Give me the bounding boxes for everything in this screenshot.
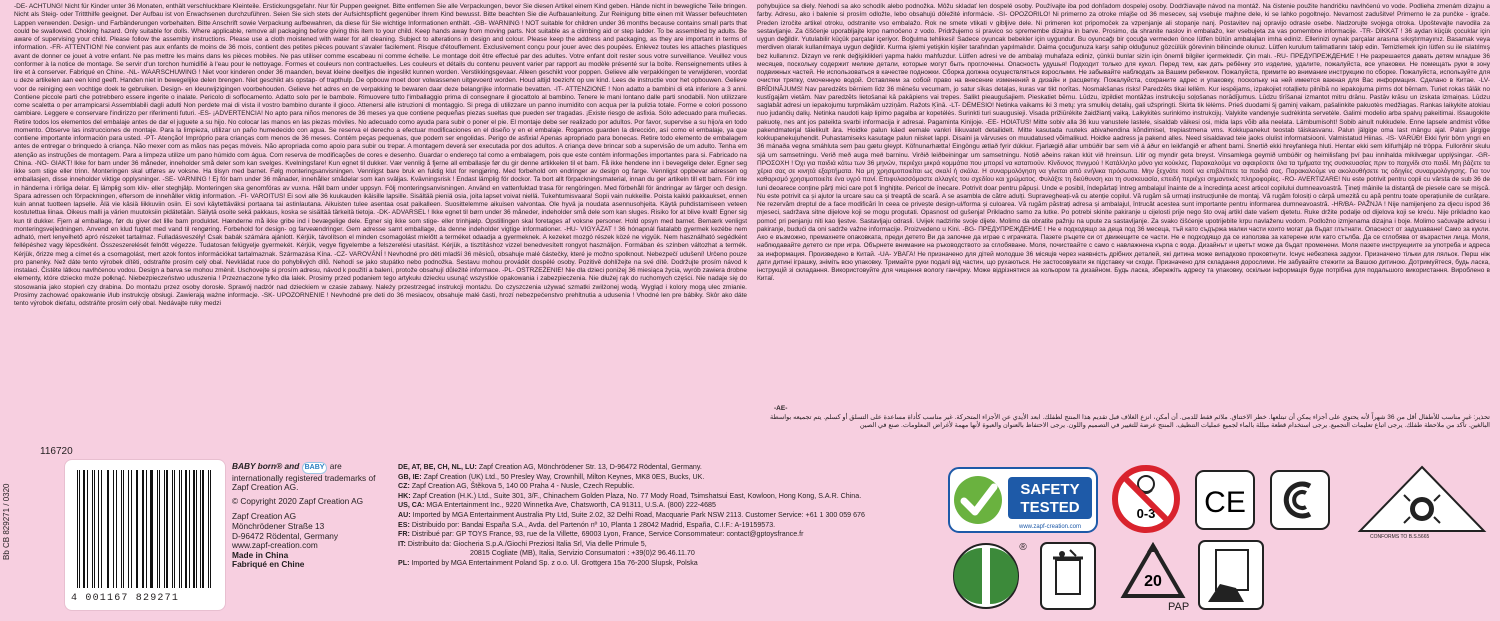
barcode-bar bbox=[190, 470, 191, 588]
address-line: 20815 Cogliate (MB), Italia, Servizio Consumatori : +39(0)2 96.46.11.70 bbox=[470, 549, 695, 558]
barcode-bar bbox=[96, 470, 97, 588]
barcode-bar bbox=[185, 470, 187, 588]
barcode-bar bbox=[77, 470, 78, 588]
warnings-column-1: -DE- ACHTUNG! Nicht für Kinder unter 36 Monaten, enthält verschluckbare Kleinteile. Erstickungsgefahr. Nur für Puppen geeignet. Bitte entfernen Sie alle Verpackungen, bevor Sie diesen Artikel einem Kind geben. Hände nicht in bewegliche Teile bringen. Nicht als Steig- oder Trittthilfe geeignet. Der Aufbau ist von Erwachsenen durchzuführen. Seien Sie sich stets der Aufsichtspflicht gegenüber Ihrem Kind bewusst. Bitte beachten Sie die Aufbauanleitung. Zur Reinigung bitte einen mit Wasser befeuchteten Lappen verwenden. Design- und Farbänderungen vorbehalten. Bitte Anschrift sowie Verpackung aufbewahren, da diese für Sie wichtige Informationen enthält. -GB- WARNING ! NOT suitable for children under 36 months because contains small parts that could be swallowed. Choking hazard. Only suitable for dolls. Where applicable, remove all packaging before giving this item to your child. Keep hands away from moving parts. Not suitable as a climbing aid or step ladder. To be assembled by adults. Be aware of supervising your child. Please follow the assembly instructions. Please use a cloth moistened with water for all cleaning. Subject to alterations in design and colour. Please keep the address and packaging, as they are important in terms of information. -FR- ATTENTION! Ne convient pas aux enfants de moins de 36 mois, contient des petites pièces pouvant s'avaler facilement. Risque d'étouffement. Exclusivement conçu pour jouer avec des poupées. Enlevez toutes les attaches plastiques avant de donner ce jouet à votre enfant. Ne pas mettre les mains dans les pièces mobiles. Ne pas utiliser comme escabeau ni comme échelle. Le montage doit être effectué par des adultes. Votre enfant doit rester sous votre surveillance. Veuillez vous conformer à la notice de montage. Se servir d'un torchon humidifié à l'eau pour le nettoyage. Formes et couleurs non contractuelles. Les couleurs et détails du contenu peuvent varier par rapport au modèle présenté sur la boîte. Renseignements utiles à lire et à conserver. Fabriqué en Chine. -NL- WAARSCHUWING ! Niet voor kinderen onder 36 maanden, bevat kleine deeltjes die ingeslikt kunnen worden. Verstikkingsgevaar. Alleen geschikt voor poppen. Gelieve alle verpakkingen te verwijderen, voordat u deze artikelen aan een kind geeft. Handen niet in bewegelijke delen brengen. Niet geschikt als opstap- of trapthulp. De opbouw moet door volwassenen uitgevoerd worden. Houd altijd toezicht op uw kind. Lees de instructie voor het opbouwen. Gelieve voor de reiniging een vochtige doek te gebruiken. Design- en kleurwijzigingen voorbehouden. Gelieve het adres en de verpakking te bewaren daar deze belangrijke informatie bevatten. -IT- ATTENZIONE ! Non adatto a bambini di età inferiore a 3 anni. Contiene piccole parti che potrebbero essere ingerite o inalate. Pericolo di soffocamento. Adatto solo per le bambole. Rimuovere tutto l'imballaggio prima di consegnare il giocattolo al bambino. Tenere le mani lontano dalle parti snodabili. Non utilizzare come scaletta o per arrampicarsi Assemblabili dagli adulti Non perdete mai di vista il vostro bambino durante il gioco. Attenersi alle istruzioni di montaggio. Si prega di utilizzare un panno inumidito con acqua per la pulizia totale. Forme e colori possono cambiare. Leggere e conservare l'indirizzo per riferimenti futuri. -ES- ¡ADVERTENCIA! No apto para niños menores de 36 meses ya que contiene pequeñas piezas sueltas que pueden ser tragadas. ¡Existe riesgo de asfixia. Sólo adecuado para muñecas. Retire todos los elementos del embalaje antes de dar el juguete a su hijo. No colocar las manos en las piezas móviles. No adecuado como ayuda para subir o poner el pie. El montaje debe ser realizado por adultos. Por favor, supervise a su hijo/a en todo momento. Observe las instrucciones de montaje. Para la limpieza, utilizar un paño humedecido con agua. Se reserva el derecho a efectuar modificaciones en el diseño y en el embalaje. Rogamos guarden la dirección, así como el embalaje, ya que contiene importante información para usted. -PT- Atenção! Impróprio para crianças com menos de 36 meses. Contém peças pequenas, que podem ser engolidas. Perigo de asfixia! Apenas apropriado para bonecas. Retire todo elemento de embalagem antes de entregar o brinquedo à criança. Não mexer com as mãos nas peças móveis. Não apropriada como apoio para subir ou trepar. A montagem deverá ser executada por dos adultos. A criança deve brincar sob a supervisão de um adulto. Tenha em atenção as instruções de montagem. Para a limpeza utilize um pano húmido com água. Com reserva de modificações de cores e desenho. Guardar o endereço tal como a embalagem, pois que este contém informações importantes para si. Fabricado na China. -NO- GIAKT! Ikke for barn under 36 måneder, inneholder små deler som kan svelges. Kvelningsfare! Kun egnet til dukker. Vær vennlig å fjerne all emballasje før du gir denne artikkelen til et barn. Få ikke hendene inn i bevegelige deler. Egner seg ikke som stige eller trinn. Monteringen skal utføres av voksne. Ha tilsyn med barnet. Følg monteringsanvisningen. Vennligst bare bruk en fuktig klut for rengjøring. Med forbehold om endringer av design og farge. Vennligst oppbevar adressen og emballasjen, disse inneholder viktige opplysninger. -SE- VARNING ! Ej för barn under 36 månader, innehåller smådelar som kan sväljas. Kvävningsrisk ! Endast lämplig för dockor. Ta bort allt förpackningsmaterial, innan du ger artikeln till ett barn. För inte in händerna i rörliga delar. Ej lämplig som kliv- eller steghjälp. Monteringen ska genomföras av vuxna. Håll barn under uppsyn. Följ monteringsanvisningen. Använd en vattenfuktad trasa för rengöringen. Med förbehåll för ändringar av färger och design. Spara adressen och förpackningen, eftersom de innehåller viktig information. -FI- VAROITUS! Ei sovi alle 36 kuukauden ikäisille lapsille. Sisältää pieniä osia, joita lapset voivat niellä. Tukehtumisvaara! Sopii vain nukkeille. Poista kaikki pakkaukset, ennen kuin annat tuotteen lapselle. Älä vie käsiä liikkuviin osiin. Ei sovi käytettäväksi portaana tai astinlautana. Aikuisten tulee asentaa osat paikalleen. Suosittelemme aikuisen valvontaa. Ole hyvä ja noudata asennusohjeita. Käytä puhdistamiseen veteen kostutettua liinaa. Oikeus malli ja värien muutoksiin pidätetään. Säilytä osoite sekä pakkaus, koska se sisältää tärkeitä tietoja. -DK- ADVARSEL ! Ikke egnet til børn under 36 måneder, indeholder små dele som kan sluges. Risiko for at blive kvalt! Egner sig kun til dukker. Fjern al emballage, før du giver det lille barn produktet. Hænderne må ikke gribe ind i bevægelige dele. Egner sig ikke som stige- eller trinhjælp. Opstillingen skal foretages af voksne personer. Hold opsyn med barnet. Bemærk venligst monteringsvejledningen. Anvend en klud fugtet med vand til rengøring. Forbehold for design- og farveændringer. Gem adresse samt emballage, da denne indeholder vigtige informationer. -HU- VIGYÁZAT ! 36 hónapnál fiatalabb gyermek kezébe nem adható, mert lenyelhető apró részeket tartalmaz. Fulladásveszély! Csak babák számára ajánlott. Kérjük, távolítson el minden csomagolást mielőtt a terméket odaadja a gyermeknek. A kezeket mozgó részek közé ne vigyük. Nem használható segédként fellépéshez vagy lépcsőként. Összeszerelését felnőtt végezze. Tudatosan felügyelje gyermekét. Kérjük, vegye figyelembe a felszerelési utasítást. Kérjük, a tisztításhoz vizzel benedvesített rongyot használjon. Formában és színben változhat a termék. Kérjük, őrizze meg a címet és a csomagolást, mert azok fontos információkat tartalmaznak. Származása Kína. -CZ- VAROVÁNÍ ! Nevhodné pro děti mladší 36 měsíců, obsahuje malé částečky, které je možno spolknout. Nebezpečí udušení! Určeno pouze pro panenky. Než dáte tento výrobek dítěti, odstraňte prosím celý obal. Nevkládat ruce do pohyblivých dílů. Nehodí se jako stupátko nebo podnožka. Sestavu mohou provádět dospělé osoby. Pozitivě dohlížejte na své dítě. Dodržujte prosím návod k instalaci. Čistěte látkou navlhčenou vodou. Design a barva se mohou změnit. Uschovejte si prosím adresu, návod k použití a balení, protože obsahují důležité informace. -PL- OSTRZEŻENIE! Nie dla dzieci poniżej 36 miesiąca życia, wyrób zawiera drobne elementy, które dziecko może połknąć. Niebezpieczeństwo uduszenia ! Przeznaczone tylko dla lalek. Prosimy przed podaniem tego artykułu dziecku usunąć wszystkie opakowania i zabezpieczenia. Nie dłużej rąk do ruchomych części. Nie nadaje się do stosowania jako stopień czy drabina. Do montażu przez osoby dorosłe. Sprawój nadzór nad dzieckiem w czasie zabawy. Należy przestrzegać instrukcji montażu. Do czyszczenia używać szmatki zwilżonej wodą. Wygląd i kolory mogą ulec zmianie. Prosimy zachować opakowanie i/lub instrukcję obsługi. Zawierają ważne informacje. -SK- UPOZORNENIE ! Nevhodné pre deti do 36 mesiacov, obsahuje malé časti, hrozí nebezpečenstvo prehltnutia a udusenia ! Vhodné len pre bábiky. Skôr ako dáte tento výrobok dieťatu, odstráňte prosím celý obal. Nedávajte ruky medzi bbox=[14, 3, 747, 307]
lion-mark-icon bbox=[1352, 465, 1492, 539]
safety-label-2: TESTED bbox=[1020, 499, 1080, 516]
barcode-bar bbox=[200, 470, 201, 588]
brand-info bbox=[232, 462, 392, 570]
company-website: www.zapf-creation.com bbox=[232, 540, 318, 551]
barcode-bar bbox=[142, 470, 144, 588]
barcode-bar bbox=[146, 470, 147, 588]
address-line: HK: Zapf Creation (H.K.) Ltd., Suite 301, 3/F., Chinachem Golden Plaza, No. 77 Mody Road, Tsimshatsui East, Kowloon, Hong Kong, S.A.R. China. bbox=[398, 491, 862, 500]
barcode-bar bbox=[174, 470, 175, 588]
copyright: © Copyright 2020 Zapf Creation AG bbox=[232, 495, 364, 506]
barcode-bar bbox=[157, 470, 158, 588]
safety-url: www.zapf-creation.com bbox=[1018, 524, 1082, 530]
barcode-bar bbox=[101, 470, 102, 588]
barcode-bar bbox=[172, 470, 173, 588]
barcode-bar bbox=[82, 470, 83, 588]
barcode-bar bbox=[189, 470, 190, 588]
barcode-bar bbox=[164, 470, 165, 588]
barcode-bar bbox=[170, 470, 171, 588]
barcode-bar bbox=[118, 470, 119, 588]
hand-leaflet-icon bbox=[1198, 540, 1264, 610]
barcode-bar bbox=[136, 470, 137, 588]
barcode-bar bbox=[147, 470, 148, 588]
barcode-bar bbox=[159, 470, 160, 588]
barcode-bar bbox=[116, 470, 117, 588]
company-name: Zapf Creation AG bbox=[232, 511, 297, 522]
address-line: ES: Distribuido por: Bandai España S.A., Avda. del Partenón nº 10, Planta 1 28042 Madrid, España, C.I.F.: A-19159573. bbox=[398, 520, 776, 529]
barcode-bar bbox=[113, 470, 114, 588]
green-dot-icon bbox=[952, 542, 1020, 610]
barcode-bar bbox=[83, 470, 84, 588]
barcode-bar bbox=[140, 470, 141, 588]
barcode-bar bbox=[132, 470, 133, 588]
barcode-bar bbox=[181, 470, 182, 588]
conformity-mark-icon bbox=[1270, 470, 1330, 530]
safety-label-1: SAFETY bbox=[1020, 481, 1080, 498]
side-article-code: Bb CB 829271 / 0320 bbox=[2, 483, 11, 560]
address-line: IT: Distribuito da: Giocheria S.p.A./Giochi Preziosi Italia Srl, Via delle Primule 5, bbox=[398, 539, 647, 548]
barcode-bar bbox=[176, 470, 177, 588]
barcode-bar bbox=[210, 470, 211, 588]
barcode-bar bbox=[94, 470, 95, 588]
barcode-bar bbox=[137, 470, 138, 588]
arabic-warning: تحذير: غير مناسب للأطفال أقل من 36 شهراً لأنه يحتوي على أجزاء يمكن أن تبتلعها. خطر الاختناق. ملائم فقط للدمى. أن أمكن، انزع الغلاف قبل تقديم هذا المنتج لطفلك. ابعد الأيدي عن الأجزاء المتحركة. غير مناسب كأداة مساعدة على التسلق أو كسلم. يتم تجميعه بواسطة البالغين. تأكد من ملاحظة طفلك. يرجى اتباع تعليمات التجميع. يرجى استخدام قطعة مبللة بالماء لجميع عمليات التنظيف. المنتج عرضة للتغيير في التصميم واللون. يرجى الاحتفاظ بالعنوان والعبوة لأنها مهمة لأغراض المعلومات. صنع في الصين bbox=[770, 414, 1490, 430]
trademark-line-b: are internationally registered trademarks of Zapf Creation AG. bbox=[232, 461, 376, 493]
barcode-bar bbox=[161, 470, 162, 588]
address-line: FR: Distribué par: GP TOYS France, 93, rue de la Villette, 69003 Lyon, France, Service Consommateur: contact@gptoysfrance.fr bbox=[398, 530, 804, 539]
fabrique-en: Fabriqué en Chine bbox=[232, 559, 305, 570]
barcode-bar bbox=[166, 470, 168, 588]
barcode-bars bbox=[77, 470, 213, 588]
barcode-bar bbox=[98, 470, 99, 588]
made-in: Made in China bbox=[232, 549, 289, 560]
barcode-bar bbox=[92, 470, 93, 588]
ae-language-code: -AE- bbox=[774, 405, 788, 412]
recycle-20-icon bbox=[1118, 540, 1188, 610]
barcode-bar bbox=[208, 470, 209, 588]
barcode-bar bbox=[155, 470, 156, 588]
address-line: US, CA: MGA Entertainment Inc., 9220 Winnetka Ave, Chatsworth, CA 91311, U.S.A. (800) 222-4685 bbox=[398, 501, 716, 510]
recycle-number: 20 bbox=[1144, 573, 1162, 590]
address-line: DE, AT, BE, CH, NL, LU: Zapf Creation AG, Mönchrödener Str. 13, D-96472 Rödental, Germany. bbox=[398, 463, 702, 471]
address-line: GB, IE: Zapf Creation (UK) Ltd., 50 Presley Way, Crownhill, Milton Keynes, MK8 0ES, Bucks, UK. bbox=[398, 472, 705, 481]
address-line: CZ: Zapf Creation AG, Štěkova 5, 140 00 Praha 4 - Nusle, Czech Republic. bbox=[398, 482, 635, 491]
barcode-bar bbox=[198, 470, 199, 588]
barcode-bar bbox=[125, 470, 127, 588]
crossed-bin-icon bbox=[1040, 542, 1096, 610]
baby-logo-badge: BABY bbox=[302, 462, 328, 474]
trademark-notice bbox=[232, 462, 392, 493]
barcode-bar bbox=[196, 470, 197, 588]
barcode-bar bbox=[111, 470, 112, 588]
barcode-bar bbox=[183, 470, 184, 588]
barcode-bar bbox=[205, 470, 207, 588]
multilingual-warnings bbox=[14, 3, 1490, 413]
barcode-bar bbox=[131, 470, 132, 588]
ce-label: CE bbox=[1204, 486, 1246, 519]
warnings-column-2: pohybujúce sa diely. Nehodí sa ako schodík alebo podnožka. Môžu skladať len dospelé osoby. Používajte iba pod dohľadom dospelej osoby. Dodržiavajte návod na montáž. Na čistenie použite handričku navlhčenú vo vode. Podlieha zmenám dizajnu a farby. Adresu, ako i balenie si prosím odložte, lebo obsahujú dôležité informácie. -SI- OPOZORILO! Ni primerno za otroke mlajše od 36 mesecev, saj vsebuje majhne dele, ki se lahko pogoltnejo. Nevarnost zadušitve! Primerno le za punčke - igrače. Preden izročite artikel otroku, odstranite vso embalažo. Rok ne smete vtikati v gibljive dele. Ni primeren kot pripomoček za vzpenjanje ali stopanje nanj. Postavitev naj opravijo odrasle osebe. Nadzorujte svojega otroka. Upoštevajte navodila za sestavljanje. Za čiščenje uporabljajte krpo namočeno z vodo. Pridržujemo si pravico so spremembe dizajna in barve. Prosimo, da shranite naslov in embalažo, ker vsebujeta za vas pomembne informacije. -TR- DİKKAT ! 36 aydan küçük çocuklar için uygun değildir. Yutulabilir küçük parçalar içeriyor. Boğulma tehlikesi! Sadece oyuncak bebekler için uygundur. Bu oyuncağı bir çocuğa vermeden önce lütfen bütün ambalajları imha ediniz. Ellerinizi oynak parçalar arasına sıkıştırmayınız. Basamak veya merdiven olarak kullanılmaya uygun değildir. Kurma işlemi yetişkin kişiler tarafından yapılmalıdır. Daima çocuğunuza karşı sahip olduğunuz gözcülük görevinin bilincinde olunuz. Lütfen kurulum talimatlarını takip edin. Temizlemek için lütfen su ile ıslatılmış bez kullanınız. Dizayn ve renk değişiklikleri yapma hakkı mahfuzdur. Lütfen adresi ve de ambalajı muhafaza ediniz, çünkü bunlar sizin için önemli bilgiler içermektedir. Çin malı. -RU- ПРЕДУПРЕЖДЕНИЕ ! Не разрешается давать детям младше 36 месяцев, поскольку содержит мелкие детали, которые могут быть проглочены. Опасность удушья! Подходит только для кукол. Перед тем, как дать ребёнку это изделие, удалите, пожалуйста, все упаковки. Не помещать руки в зону подвижных частей. Не использоваться в качестве подножки. Сборка должна осуществляться взрослыми. Не забывайте наблюдать за Вашим ребенком. Пожалуйста, примите во внимание инструкцию по сборке. Пожалуйста, используйте для очистки тряпку, смоченную водой. Оставляем за собой право на внесение изменений в дизайн и расцветку. Пожалуйста, сохраните адрес и упаковку, поскольку на ней имеется важная для Вас информация. Сделано в Китае. -LV- BRĪDINĀJUMS! Nav paredzēts bērniem līdz 36 mēnešu vecumam, jo satur sīkas detaļas, kuras var tikt norītas. Nosmakšanas risks! Paredzēts tikai lellēm. Kur iespējams, izpakojiet rotaļlietu pilnībā no iepakojuma pirms dot bērnam. Turiet rokas tālāk no kustīgajām vietām. Nav paredzēts lietošanai kā pakāpiens vai trepes. Salikt pieaugušajiem. Pieskatiet bērnu. Lūdzu, izpildiet montāžas instrukciju soļošanas norādījumus. Lūdzu tīrīšanai izmantot mitru drānu. Pastāv krāsu un izskata izmaiņas. Lūdzu saglabāt adresi un iepakojumu turpmākām uzziņām. Ražots Ķīnā. -LT- DĖMESIO! Netinka vaikams iki 3 metų: yra smulkių detalių, gali užspringti. Skirta tik lėlėms. Prieš duodami šį gaminį vaikam, pašalinkite pakuotės medžiagas. Rankas laikykite atokiau nuo judančių dalių. Netinka naudoti kaip lipimo pagalba ar kopetėlės. Surinkti turi suaugusieji. Visada prižiūrėkite žaidžiantį vaiką. Laikykitės surinkimo instrukcijų. Valykite vandenyje sudrėkinta servetėle. Galimi modelio arba spalvų pakeitimai. Išsaugokite pakuotę, nes ant jos pateikta svarbi informacija ir adresai. Pagaminta Kinijoje. -EE- HOIATUS! Mitte sobiv alla 36 kuu vanustele lastele, sisaldab väikesi osi, mida laps võib alla neelata. Lämbumisoht! Sobib ainult nukkudele. Enne lapsele andmist võtke pakendmaterjal täielikult ära. Hoidke palun käed eemale vankri liikuvatelt detailidelt. Mitte kasutada ruuteks abivahendina kõndimisel, trepiastmena vms. Kokkupanekut teostab täiskasvanu. Palun jälgige oma last mängu ajal. Palun järgige kokkupanekujuhendit. Puhastamiseks kasutage palun niisket lappi. Disaini ja värvuses on muudatused võimalikud. Hoidke aadress ja pakend alles. Need sisaldavad teie jaoks olulist informatsiooni. Valmistatud Hiinas. -IS- VARÚÐ! Ekki fyrir börn yngri en 36 mánaða vegna smáhluta sem þau gætu gleypt. Köfnunarhætta! Eingöngu ætlað fyrir dúkkur. Fjarlægið allar umbúðir bar sem við á áður en leikfangið er afhent barni. Snertið ekki hreyfanlega hluti. Hentar ekki sem klifurhjálp né tröppa. Fullorðnir skulu sjá um samsetningu. Verið með auga með barninu. Virðið leiðbeiningar um samsetningu. Notið aðeins rakan klút við hreinsun. Litir og myndir geta breyst. Vinsamlega geymið umbúðir og heimilisfang því þau innihalda mikilvægar upplýsingar. -GR- ΠΡΟΣΟΧΗ ! Όχι για παιδιά κάτω των 36 μηνών, περιέχει μικρά κομμάτια που μπορεί να καταπιούν. Κίνδυνος πνιγμού ! Κατάλληλο μόνο για κούκλες. Παρακαλούμε να αφαιρέσετε όλα τα τμήματα της συσκευασίας πριν το παιχνίδι στο παιδί. Μη βάζετε τα χέρια σας σε κινητά εξαρτήματα. Να μη χρησιμοποιείται ως σκαλί ή σκάλα. Η συναρμολόγηση να γίνεται από ενήλικα πρόσωπα. Μην ξεχνάτε ποτέ να επιβλέπετε τα παιδιά σας. Παρακαλούμε να ακολουθήσετε τις οδηγίες συναρμολόγησης. Για τον καθαρισμό χρησιμοποιείτε ένα υγρό πανί. Επιφυλασσόμαστε αλλαγές του σχεδίου και χρώματος. Φυλάξτε τη διεύθυνση και τη συσκευασία, επειδή περιέχει σημαντικές πληροφορίες. -RO- AVERTIZARE! Nu este potrivit pentru copii cu vârsta de sub 36 de luni deoarece conține părți mici care pot fi înghițite. Pericol de înecare. Potrivit doar pentru păpuși. Unde e posibil, îndepărtați întreg ambalajul înainte de a încredința acest articol copilului dumneavoastră. Țineți mâinile la distanță de piesele care se mișcă. Nu este potrivit ca și ajutor la urcare sau ca și treaptă de scară. A se asambla de către adulți. Supravegheați-vă cu atenție copilul. Vă rugăm să urmați instrucțiunile de montaj. Vă rugăm folosiți o cârpă umezită cu apă pentru toate operațiunile de curățare. Ne rezervăm dreptul de a face modificări în ceea ce privește design-ul/forma și culoarea. Vă rugăm păstrați adresa și ambalajul, întrucât acestea sunt importante pentru informarea dumneavoastră. -HR/BA- PAŽNJA ! Nije namijenjeno za djecu ispod 36 mjeseci, sadržava sitne dijelove koji se mogu progutati. Opasnost od gušenja! Prikladno samo za lutke. Po potrebi skinite pakiranje u cijelosti prije nego što ovaj artikl date vašem djetetu. Ruke držite podalje od dijelova koji se kreću. Nije prikladno kao pomoć pri penjanju niti kao ljestve. Sastavljaju odrasli. Uvijek nadzirite svoje dijete. Molimo da obratite pažnju na upute za sastavljanje. Za svako čišćenje upotrijebite krpu navlaženu vodom. Podložno izmjenama dizajna i boje. Molimo sačuvajte adresu i pakiranje, budući da oni sadrže važne informacije. Proizvedeno u Kini. -BG- ПРЕДУПРЕЖДЕНИЕ ! Не е подходящо за деца под 36 месеца, тъй като съдържа малки части които могат да бъдат глътнати. Опасност от задушаване! Само за кукли. Ако е възможно, премахнете опаковката, преди детето Ви да започне да играе с играчката. Пазете ръцете си от движещите се части. Не е подходящо да се използва за катерене или като стълба. Да се сглобява от възрастни лица. Моля, наблюдавайте детето си при игра. Обърнете внимание на ръководството за сглобяване. Моля, почиствайте с само с навлажнена кърпа с вода. Дизайнът и цветът може да бъдат променени. Моля пазете инструкциите за употреба и адреса за информация. Произведено в Китай. -UA- УВАГА! Не призначено для дітей молодше 36 місяців через наявність дрібних деталей, які дитина може випадково проковтнути. Існує небезпека задухи. Призначено тільки для ляльок. Перш ніж дати дитині іграшку, зніміть всю упаковку. Тримайте руки подалі від частин, що рухаються. Не застосовувати як підставку чи сходи. Призначено для складання дорослими. Не забувайте стежити за Вашою дитиною. Дотримуйтеся, будь ласка, інструкцій зі складання. Використовуйте для чищення вологу ганчірку. Може відрізнятися за кольором та дизайном. Будь ласка, збережіть адресу та упаковку, оскільки інформація буде потрібна для подальшого використання. Вироблено в Китаї. bbox=[757, 3, 1490, 283]
ce-mark-icon bbox=[1195, 470, 1255, 530]
barcode-bar bbox=[87, 470, 89, 588]
barcode-bar bbox=[193, 470, 194, 588]
barcode-digits: 4 001167 829271 bbox=[71, 593, 180, 604]
trademark-line-a: BABY born® and bbox=[232, 461, 300, 471]
barcode-bar bbox=[128, 470, 129, 588]
barcode bbox=[64, 459, 226, 611]
barcode-bar bbox=[107, 470, 108, 588]
company-city: D-96472 Rödental, Germany bbox=[232, 530, 339, 541]
barcode-bar bbox=[89, 470, 90, 588]
reference-number: 116720 bbox=[40, 446, 73, 457]
not-for-under-3-icon bbox=[1111, 462, 1181, 536]
barcode-bar bbox=[179, 470, 180, 588]
registered-mark: ® bbox=[1019, 541, 1027, 553]
safety-tested-icon bbox=[948, 467, 1098, 533]
address-line: AU: Imported by MGA Entertainment Australia Pty Ltd, Suite 2.02, 32 Delhi Road, Macquarie Park NSW 2113. Customer Service: +61 1 300 059 676 bbox=[398, 510, 865, 519]
barcode-bar bbox=[202, 470, 203, 588]
barcode-bar bbox=[121, 470, 122, 588]
barcode-bar bbox=[123, 470, 124, 588]
barcode-bar bbox=[103, 470, 105, 588]
age-label: 0-3 bbox=[1136, 506, 1156, 521]
importer-addresses bbox=[398, 463, 865, 569]
barcode-bar bbox=[151, 470, 152, 588]
barcode-bar bbox=[79, 470, 80, 588]
barcode-bar bbox=[150, 470, 151, 588]
company-street: Mönchrödener Straße 13 bbox=[232, 520, 325, 531]
address-line: PL: Imported by MGA Entertainment Poland Sp. z o.o. Ul. Grottgera 15a 76-200 Slupsk, Polska bbox=[398, 558, 698, 567]
barcode-bar bbox=[108, 470, 109, 588]
lion-caption: CONFORMS TO B.S.5665 bbox=[1370, 534, 1430, 540]
pap-label: PAP bbox=[1168, 601, 1190, 613]
